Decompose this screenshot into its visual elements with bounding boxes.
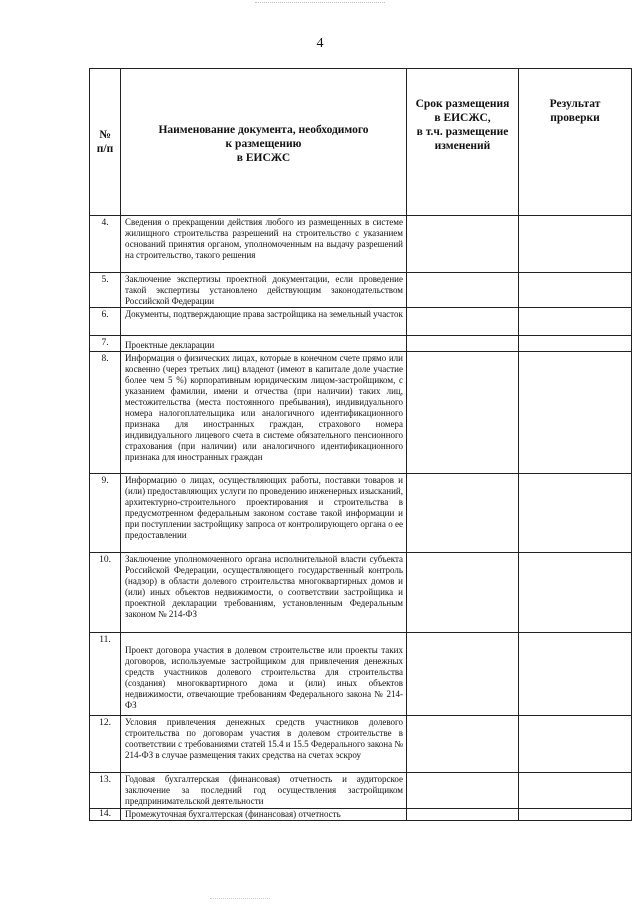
row-number: 7. <box>90 336 121 352</box>
row-number: 10. <box>90 553 121 633</box>
scan-artifact <box>210 898 270 900</box>
row-number: 9. <box>90 474 121 553</box>
row-number: 5. <box>90 273 121 308</box>
row-placement-term <box>407 716 519 773</box>
table-header-row <box>90 69 632 216</box>
row-placement-term <box>407 308 519 336</box>
row-document-name: Годовая бухгалтерская (финансовая) отчетность и аудиторское заключение за последний год осуществления застройщиком предпринимательской деятельности <box>121 773 407 809</box>
header-check-result: Результат проверки <box>519 69 632 216</box>
row-document-name: Заключение уполномоченного органа исполнительной власти субъекта Российской Федерации, осуществляющего государственный контроль (надзор) в области долевого строительства многоквартирных домов и (или) иных объектов недвижимости, о соответствии застройщика и проектной декларации требованиям, установленным Федеральным законом № 214-ФЗ <box>121 553 407 633</box>
page-number: 4 <box>316 36 324 51</box>
row-document-name: Промежуточная бухгалтерская (финансовая) отчетность <box>121 809 407 821</box>
table-row <box>90 553 632 633</box>
table-row <box>90 308 632 336</box>
row-number: 14. <box>90 809 121 821</box>
row-number: 8. <box>90 352 121 474</box>
row-document-name: Проектные декларации <box>121 336 407 352</box>
row-placement-term <box>407 773 519 809</box>
row-check-result <box>519 336 632 352</box>
row-check-result <box>519 633 632 716</box>
row-number: 11. <box>90 633 121 716</box>
table-row <box>90 336 632 352</box>
table-row <box>90 809 632 821</box>
table-row <box>90 273 632 308</box>
row-number: 4. <box>90 216 121 273</box>
row-document-name: Заключение экспертизы проектной документации, если проведение такой экспертизы установлено действующим законодательством Российской Федерации <box>121 273 407 308</box>
row-number: 13. <box>90 773 121 809</box>
row-placement-term <box>407 273 519 308</box>
header-placement-term: Срок размещения в ЕИСЖС, в т.ч. размещение изменений <box>407 69 519 216</box>
row-document-name: Сведения о прекращении действия любого из размещенных в системе жилищного строительства разрешений на строительство с указанием оснований принятия органом, уполномоченным на выдачу разрешений на строительство, такого решения <box>121 216 407 273</box>
table-row <box>90 352 632 474</box>
row-placement-term <box>407 336 519 352</box>
row-placement-term <box>407 474 519 553</box>
row-check-result <box>519 273 632 308</box>
row-check-result <box>519 553 632 633</box>
row-check-result <box>519 216 632 273</box>
documents-table <box>89 68 632 821</box>
table-row <box>90 716 632 773</box>
table-row <box>90 773 632 809</box>
row-placement-term <box>407 809 519 821</box>
row-check-result <box>519 716 632 773</box>
row-check-result <box>519 809 632 821</box>
row-document-name: Документы, подтверждающие права застройщика на земельный участок <box>121 308 407 336</box>
row-document-name: Информация о физических лицах, которые в конечном счете прямо или косвенно (через третьих лиц) владеют (имеют в капитале доле участие более чем 5 %) корпоративным юридическим лицом-застройщиком, с указанием фамилии, имени и отчества (при наличии) таких лиц, местожительства (места постоянного пребывания), индивидуального номера налогоплательщика или аналогичного идентификационного признака для иностранных граждан, страхового номера индивидуального лицевого счета в системе обязательного пенсионного страхования (при наличии) или аналогичного идентификационного признака для иностранных граждан <box>121 352 407 474</box>
row-document-name: Проект договора участия в долевом строительстве или проекты таких договоров, используемые застройщиком для привлечения денежных средств участников долевого строительства для строительства (создания) многоквартирного дома и (или) иных объектов недвижимости, отвечающие требованиям Федерального закона № 214-ФЗ <box>121 633 407 716</box>
table-row <box>90 474 632 553</box>
header-number: № п/п <box>90 69 121 216</box>
row-document-name: Условия привлечения денежных средств участников долевого строительства по договорам участия в долевом строительстве в соответствии с требованиями статей 15.4 и 15.5 Федерального закона № 214-ФЗ в случае размещения таких средства на счетах эскроу <box>121 716 407 773</box>
row-number: 12. <box>90 716 121 773</box>
row-check-result <box>519 352 632 474</box>
header-document-name: Наименование документа, необходимого к размещению в ЕИСЖС <box>121 69 407 216</box>
row-placement-term <box>407 633 519 716</box>
row-document-name: Информацию о лицах, осуществляющих работы, поставки товаров и (или) предоставляющих услуги по проведению инженерных изысканий, архитектурно-строительного проектирования и строительства в предусмотренном федеральным законом составе такой информации и при поступлении застройщику запроса от контролирующего органа о ее предоставлении <box>121 474 407 553</box>
table-row <box>90 216 632 273</box>
row-check-result <box>519 308 632 336</box>
table-row <box>90 633 632 716</box>
row-check-result <box>519 773 632 809</box>
row-placement-term <box>407 216 519 273</box>
row-number: 6. <box>90 308 121 336</box>
scan-artifact <box>255 2 385 9</box>
row-check-result <box>519 474 632 553</box>
row-placement-term <box>407 553 519 633</box>
row-placement-term <box>407 352 519 474</box>
